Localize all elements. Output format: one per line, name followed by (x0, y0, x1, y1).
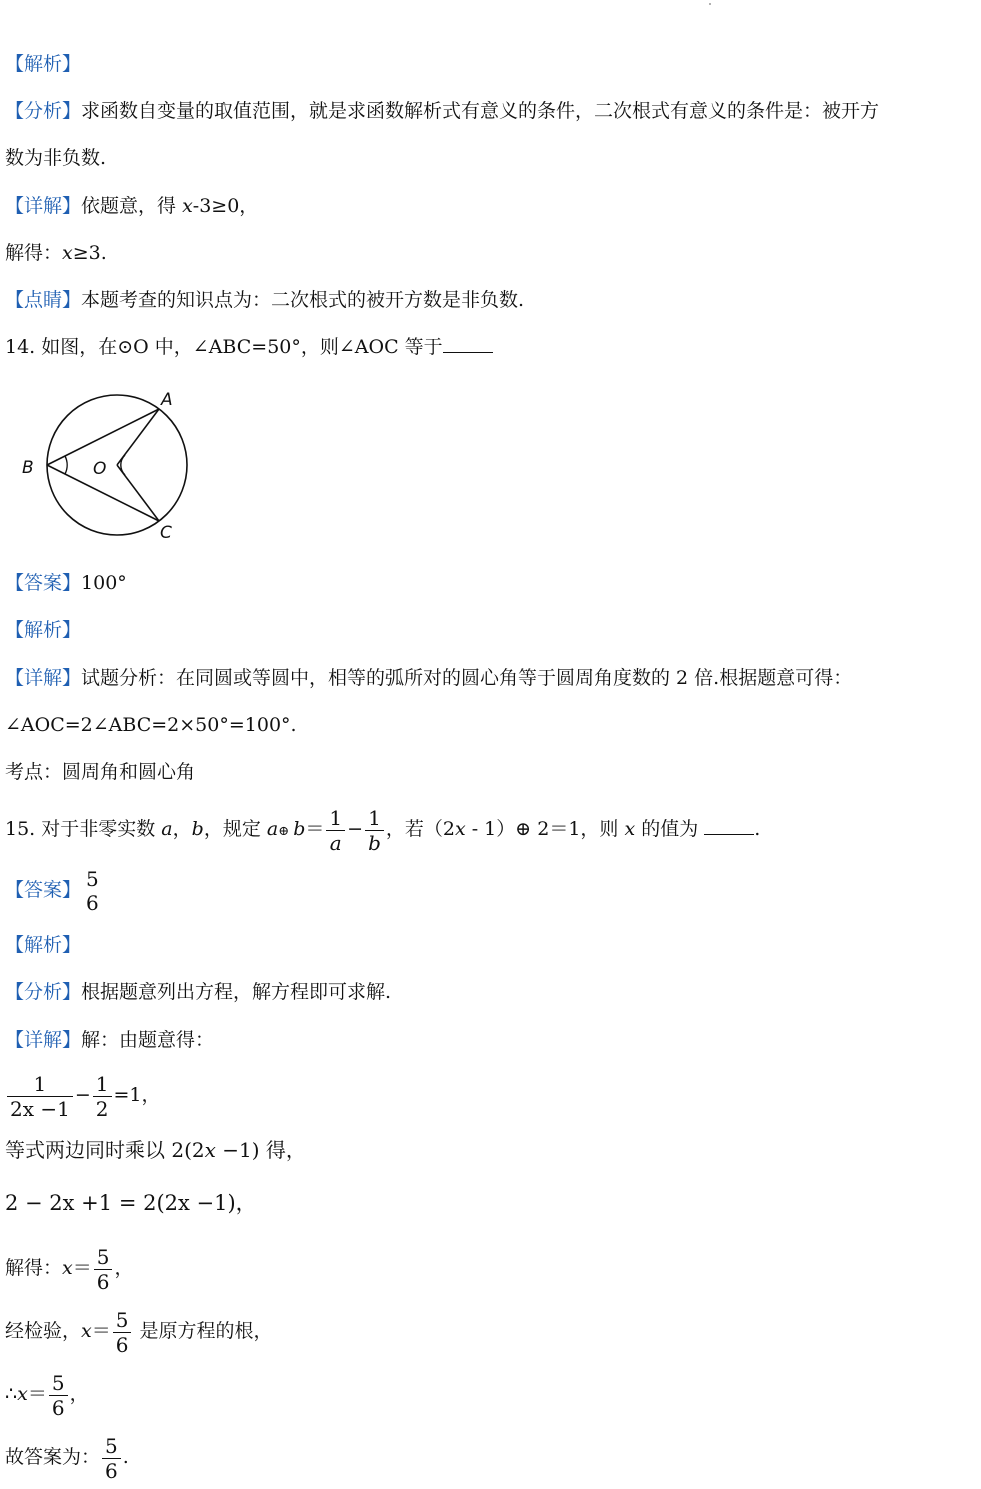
q15-frac-1b-num: 1 (368, 805, 381, 830)
eq1-frac-2 (93, 1072, 112, 1121)
q13-fenxi-text-2: 数为非负数. (5, 147, 107, 169)
q14-calc-line: ∠AOC=2∠ABC=2×50°=100°. (5, 714, 297, 736)
q15-xiangjie-line (5, 1027, 214, 1053)
q15-var-b: b (191, 818, 204, 840)
q14-xiangjie-line (5, 665, 852, 691)
step1-c: −1) 得， (215, 1138, 306, 1162)
final-frac (102, 1434, 121, 1483)
sol-a: 解得： (5, 1257, 63, 1279)
q13-jiede-line (5, 240, 107, 266)
q13-xiangjie-var: x (182, 195, 193, 217)
q13-fenxi-text-1: 求函数自变量的取值范围，就是求函数解析式有意义的条件，二次根式有意义的条件是：被开方 (81, 100, 880, 122)
q15-answer-den: 6 (86, 891, 99, 915)
therefore-den: 6 (49, 1395, 68, 1420)
step1-b: x (204, 1138, 216, 1162)
q15-equation-2: 2 − 2x +1 = 2(2x −1)， (5, 1191, 257, 1215)
q13-dianjing-line (5, 287, 524, 313)
angle-b-arc (65, 456, 67, 474)
circle-figure (18, 385, 198, 545)
q15-fenxi-text: 根据题意列出方程，解方程即可求解. (81, 981, 392, 1003)
sol-tail: ， (114, 1257, 134, 1279)
q15-stem-a: 15. 对于非零实数 (5, 818, 162, 840)
q15-stem-end: . (754, 818, 761, 840)
check-a: 经检验， (5, 1320, 82, 1342)
check-var: x (81, 1320, 92, 1342)
q15-frac-1b (365, 806, 384, 855)
q15-answer-frac (83, 867, 102, 915)
eq1-rhs: =1， (113, 1084, 161, 1106)
q15-xiangjie-text: 解：由题意得： (81, 1029, 215, 1051)
sol-den: 6 (94, 1269, 113, 1294)
therefore-eq: ＝ (27, 1383, 47, 1405)
q15-stem-b: ，规定 (203, 818, 267, 840)
q14-stem-text: 14. 如图，在⊙O 中，∠ABC=50°，则∠AOC 等于 (5, 336, 443, 358)
q15-xiangjie-tag: 【详解】 (5, 1029, 82, 1051)
sol-num: 5 (96, 1244, 110, 1269)
q15-stem-e: 的值为 (635, 818, 705, 840)
check-num: 5 (115, 1307, 129, 1332)
q15-var-x: x (454, 818, 466, 840)
q13-dianjing-tag: 【点睛】 (5, 289, 82, 311)
q15-step-1 (5, 1137, 306, 1163)
q15-fenxi-line (5, 979, 391, 1005)
q14-answer-tag: 【答案】 (5, 572, 82, 594)
q15-answer-num: 5 (86, 867, 99, 891)
q15-equation-1 (5, 1064, 161, 1126)
check-tail: 是原方程的根， (133, 1320, 273, 1342)
check-eq: ＝ (91, 1320, 111, 1342)
therefore-frac (49, 1371, 68, 1420)
q13-fenxi-tag: 【分析】 (5, 100, 82, 122)
sol-eq: ＝ (72, 1257, 92, 1279)
q15-answer-blank (704, 818, 754, 835)
q14-answer-text: 100° (81, 572, 127, 594)
q15-fenxi-tag: 【分析】 (5, 981, 82, 1003)
q13-fenxi-line1 (5, 98, 879, 124)
q15-eq: ＝ (305, 818, 325, 840)
q13-xiangjie-text-a: 依题意，得 (81, 195, 183, 217)
label-a: A (161, 390, 173, 410)
q15-comma: ， (172, 818, 192, 840)
q15-op-b: b (293, 818, 306, 840)
q14-xiangjie-tag: 【详解】 (5, 667, 82, 689)
step1-a: 等式两边同时乘以 2(2 (5, 1138, 205, 1162)
q15-stem-d: - 1）⊕ 2＝1，则 (465, 818, 625, 840)
final-num: 5 (105, 1433, 118, 1458)
q13-dianjing-text: 本题考查的知识点为：二次根式的被开方数是非负数. (81, 289, 525, 311)
q15-therefore-line (5, 1366, 89, 1422)
therefore-num: 5 (51, 1370, 65, 1395)
q15-frac-1a-num: 1 (329, 805, 343, 830)
eq1-num-1: 1 (33, 1071, 47, 1096)
label-o: O (93, 459, 107, 479)
label-c: C (160, 523, 172, 543)
q15-solution-line (5, 1240, 134, 1296)
therefore-sym: ∴ (5, 1383, 18, 1405)
sol-var: x (62, 1257, 73, 1279)
q15-frac-1b-den: b (365, 830, 384, 855)
q15-stem-c: ，若（2 (385, 818, 455, 840)
q15-jiexi-tag: 【解析】 (5, 934, 82, 956)
q15-answer-line (5, 862, 104, 918)
q15-frac-1a (326, 806, 345, 855)
therefore-tail: ， (69, 1383, 89, 1405)
final-den: 6 (102, 1458, 121, 1483)
check-frac (113, 1308, 132, 1357)
q13-jiede-val: ≥3. (72, 242, 107, 264)
q15-op-a: a (266, 818, 279, 840)
final-tail: . (122, 1446, 129, 1468)
eq1-den-2: 2 (93, 1096, 112, 1121)
q15-stem (5, 800, 760, 861)
q15-final-line (5, 1429, 129, 1485)
q13-xiangjie-line (5, 193, 258, 219)
final-a: 故答案为： (5, 1446, 101, 1468)
q13-jiexi-tag: 【解析】 (5, 53, 82, 75)
sol-frac (94, 1245, 113, 1294)
q15-frac-1a-den: a (326, 830, 345, 855)
check-den: 6 (113, 1332, 132, 1357)
q15-stem-x2: x (624, 818, 636, 840)
stray-dot (709, 3, 711, 5)
eq1-den-1: 2x −1 (7, 1096, 73, 1121)
eq1-frac-1 (7, 1072, 73, 1121)
q15-op-sym: ⊕ (278, 824, 294, 839)
q15-var-a: a (161, 818, 173, 840)
q15-minus: − (347, 818, 364, 840)
q13-xiangjie-text-b: -3≥0， (192, 195, 259, 217)
label-b: B (22, 458, 34, 478)
q14-stem (5, 334, 493, 360)
q14-jiexi-tag: 【解析】 (5, 619, 82, 641)
q13-xiangjie-tag: 【详解】 (5, 195, 82, 217)
eq1-num-2: 1 (95, 1071, 109, 1096)
q13-jiede-var: x (62, 242, 73, 264)
answer-blank (443, 336, 493, 353)
q15-check-line (5, 1303, 273, 1359)
therefore-var: x (17, 1383, 28, 1405)
q13-jiede-text: 解得： (5, 242, 63, 264)
q14-answer-line (5, 570, 127, 596)
chord-ba (47, 409, 159, 465)
q14-xiangjie-text: 试题分析：在同圆或等圆中，相等的弧所对的圆心角等于圆周角度数的 2 倍.根据题意可得： (81, 667, 853, 689)
q14-kaodian: 考点：圆周角和圆心角 (5, 761, 196, 783)
q15-answer-tag: 【答案】 (5, 879, 82, 901)
eq1-minus: − (74, 1084, 91, 1106)
